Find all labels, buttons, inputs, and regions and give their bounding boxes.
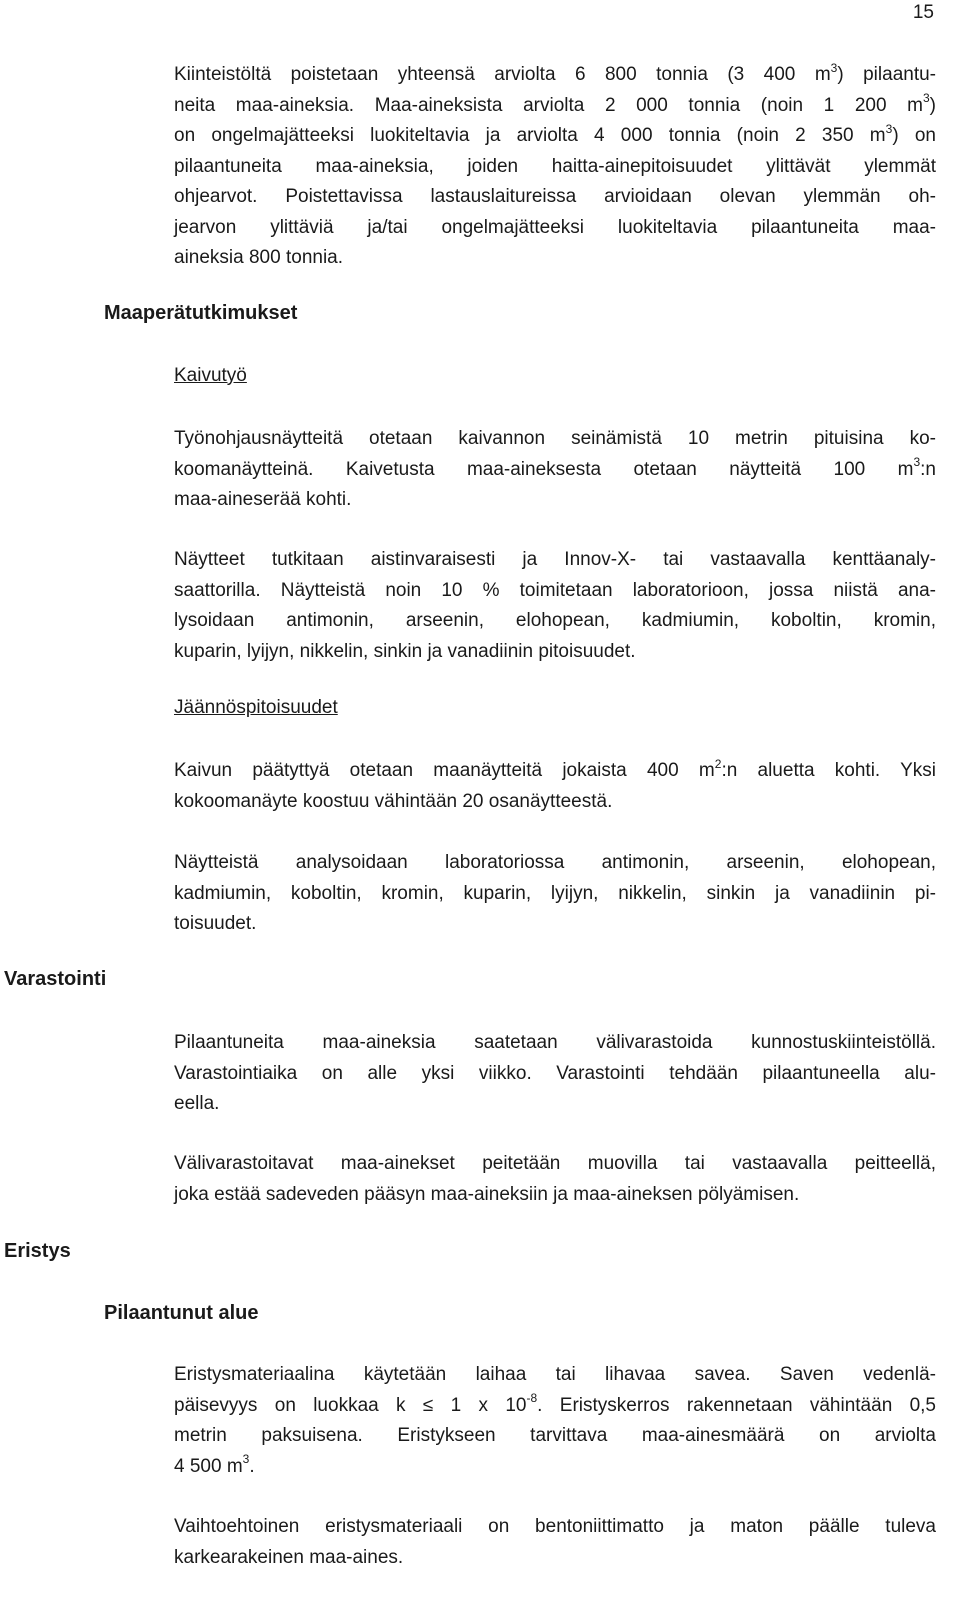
- subheading-kaivutyo: Kaivutyö: [174, 365, 247, 386]
- text-line: Näytteet tutkitaan aistinvaraisesti ja Innov-X- tai vastaavalla kenttäanaly-: [174, 549, 936, 570]
- text-line: Varastointiaika on alle yksi viikko. Varastointi tehdään pilaantuneella alu-: [174, 1062, 936, 1084]
- text-line: Näytteistä analysoidaan laboratoriossa antimonin, arseenin, elohopean,: [174, 852, 936, 873]
- text-line: päisevyys on luokkaa k ≤ 1 x $10^{-8}$. Eristyskerros rakennetaan vähintään 0,5: [174, 1391, 936, 1416]
- section-heading-maaperatutkimukset: Maaperätutkimukset: [104, 302, 298, 324]
- text-line: Eristysmateriaalina käytetään laihaa tai lihavaa savea. Saven vedenlä-: [174, 1364, 936, 1385]
- varastointi-paragraph-1: [174, 1028, 936, 1120]
- text-line: eella.: [174, 1093, 220, 1114]
- kaivutyo-paragraph-1: [174, 424, 936, 516]
- text-line: on ongelmajätteeksi luokiteltavia ja arviolta 4 000 tonnia (noin 2 350 $m^3$) on: [174, 121, 936, 146]
- section-heading-varastointi: Varastointi: [4, 968, 107, 990]
- intro-paragraph: [174, 60, 936, 274]
- text-line: toisuudet.: [174, 913, 257, 934]
- varastointi-paragraph-2: [174, 1149, 936, 1210]
- text-line: kadmiumin, koboltin, kromin, kuparin, lyijyn, nikkelin, sinkin ja vanadiinin pi-: [174, 882, 936, 904]
- superscript: 3: [830, 60, 838, 75]
- text-line: neita maa-aineksia. Maa-aineksista arviolta 2 000 tonnia (noin 1 200 $m^3$): [174, 91, 936, 116]
- text-line: maa-aineserää kohti.: [174, 489, 352, 510]
- superscript: -8: [526, 1391, 538, 1406]
- superscript: 3: [922, 91, 930, 106]
- eristys-paragraph-1: [174, 1360, 936, 1482]
- text-line: Välivarastoitavat maa-ainekset peitetään muovilla tai vastaavalla peitteellä,: [174, 1153, 936, 1174]
- text-line: karkearakeinen maa-aines.: [174, 1546, 404, 1568]
- kaivutyo-paragraph-2: [174, 545, 936, 667]
- superscript: 3: [913, 455, 921, 470]
- text-line: Kiinteistöltä poistetaan yhteensä arviolta 6 800 tonnia (3 400 $m^3$) pilaantu-: [174, 60, 936, 85]
- superscript: 3: [242, 1452, 250, 1467]
- section-heading-pilaantunut-alue: Pilaantunut alue: [104, 1302, 259, 1324]
- jaannos-paragraph-1: [174, 756, 936, 817]
- text-line: pilaantuneita maa-aineksia, joiden haitta-ainepitoisuudet ylittävät ylemmät: [174, 155, 936, 177]
- text-line: kokoomanäyte koostuu vähintään 20 osanäytteestä.: [174, 790, 613, 812]
- subheading-jaannospitoisuudet: Jäännöspitoisuudet: [174, 697, 338, 718]
- text-line: koomanäytteinä. Kaivetusta maa-aineksesta otetaan näytteitä 100 $m^3:n$: [174, 455, 936, 480]
- text-line: aineksia 800 tonnia.: [174, 247, 344, 268]
- text-line: ohjearvot. Poistettavissa lastauslaitureissa arvioidaan olevan ylemmän oh-: [174, 186, 936, 207]
- text-line: Vaihtoehtoinen eristysmateriaali on bentoniittimatto ja maton päälle tuleva: [174, 1516, 936, 1537]
- eristys-paragraph-2: [174, 1512, 936, 1573]
- text-line: jearvon ylittäviä ja/tai ongelmajätteeksi luokiteltavia pilaantuneita maa-: [174, 216, 936, 238]
- jaannos-paragraph-2: [174, 848, 936, 940]
- text-line: 4 500 $m^3$.: [174, 1452, 255, 1477]
- text-line: Työnohjausnäytteitä otetaan kaivannon seinämistä 10 metrin pituisina ko-: [174, 428, 936, 449]
- text-line: Kaivun päätyttyä otetaan maanäytteitä jokaista 400 $m^2:n$ aluetta kohti. Yksi: [174, 756, 936, 781]
- page-number: 15: [912, 2, 934, 23]
- text-line: metrin paksuisena. Eristykseen tarvittava maa-ainesmäärä on arviolta: [174, 1425, 936, 1446]
- superscript: 3: [885, 121, 893, 136]
- text-line: joka estää sadeveden pääsyn maa-aineksiin ja maa-aineksen pölyämisen.: [174, 1183, 800, 1205]
- text-line: lysoidaan antimonin, arseenin, elohopean, kadmiumin, koboltin, kromin,: [174, 610, 936, 631]
- superscript: 2: [714, 756, 722, 771]
- text-line: Pilaantuneita maa-aineksia saatetaan välivarastoida kunnostuskiinteistöllä.: [174, 1032, 936, 1053]
- text-line: kuparin, lyijyn, nikkelin, sinkin ja vanadiinin pitoisuudet.: [174, 640, 636, 662]
- text-line: saattorilla. Näytteistä noin 10 % toimitetaan laboratorioon, jossa niistä ana-: [174, 579, 936, 601]
- section-heading-eristys: Eristys: [4, 1240, 71, 1262]
